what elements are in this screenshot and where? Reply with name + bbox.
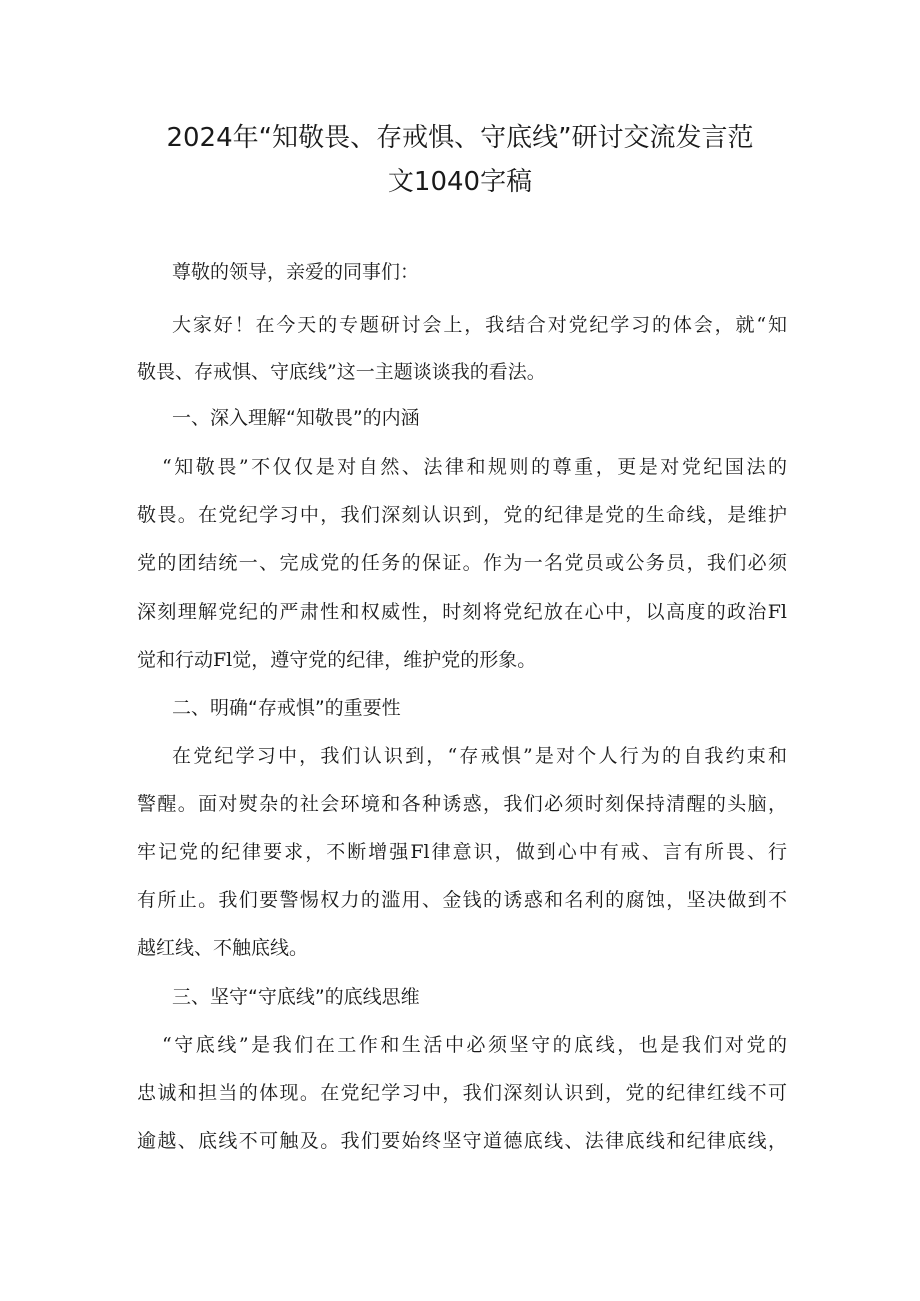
section-3-heading: 三、坚守“守底线”的底线思维 <box>172 986 420 1008</box>
section-1-line-2: 敬畏。在党纪学习中，我们深刻认识到，党的纪律是党的生命线，是维护 <box>137 504 787 526</box>
section-2-line-5: 越红线、不触底线。 <box>137 937 309 959</box>
section-1-line-1: “知敬畏”不仅仅是对自然、法律和规则的尊重，更是对党纪国法的 <box>162 456 787 478</box>
section-1-heading: 一、深入理解“知敬畏”的内涵 <box>172 407 420 429</box>
section-2-line-3: 牢记党的纪律要求，不断增强Fl律意识，做到心中有戒、言有所畏、行 <box>137 841 787 863</box>
section-2-line-1: 在党纪学习中，我们认识到，“存戒惧”是对个人行为的自我约束和 <box>172 745 787 767</box>
document-title-line-1: 2024年“知敬畏、存戒惧、守底线”研讨交流发言范 <box>166 123 754 153</box>
section-3-line-2: 忠诚和担当的体现。在党纪学习中，我们深刻认识到，党的纪律红线不可 <box>137 1082 787 1104</box>
section-3-line-1: “守底线”是我们在工作和生活中必须坚守的底线，也是我们对党的 <box>162 1034 787 1056</box>
salutation: 尊敬的领导，亲爱的同事们： <box>172 261 420 283</box>
document-title-line-2: 文1040字稿 <box>387 167 533 197</box>
section-1-line-4: 深刻理解党纪的严肃性和权威性，时刻将党纪放在心中，以高度的政治Fl <box>137 601 787 623</box>
intro-line-1: 大家好！在今天的专题研讨会上，我结合对党纪学习的体会，就“知 <box>172 314 787 336</box>
section-2-heading: 二、明确“存戒惧”的重要性 <box>172 697 401 719</box>
section-2-line-4: 有所止。我们要警惕权力的滥用、金钱的诱惑和名利的腐蚀，坚决做到不 <box>137 889 787 911</box>
section-2-line-2: 警醒。面对熨杂的社会环境和各种诱惑，我们必须时刻保持清醒的头脑， <box>137 793 787 815</box>
section-3-line-3: 逾越、底线不可触及。我们要始终坚守道德底线、法律底线和纪律底线， <box>137 1130 787 1152</box>
section-1-line-5: 觉和行动Fl觉，遵守党的纪律，维护党的形象。 <box>137 649 537 671</box>
section-1-line-3: 党的团结统一、完成党的任务的保证。作为一名党员或公务员，我们必须 <box>137 552 787 574</box>
intro-line-2: 敬畏、存戒惧、守底线”这一主题谈谈我的看法。 <box>137 361 546 383</box>
